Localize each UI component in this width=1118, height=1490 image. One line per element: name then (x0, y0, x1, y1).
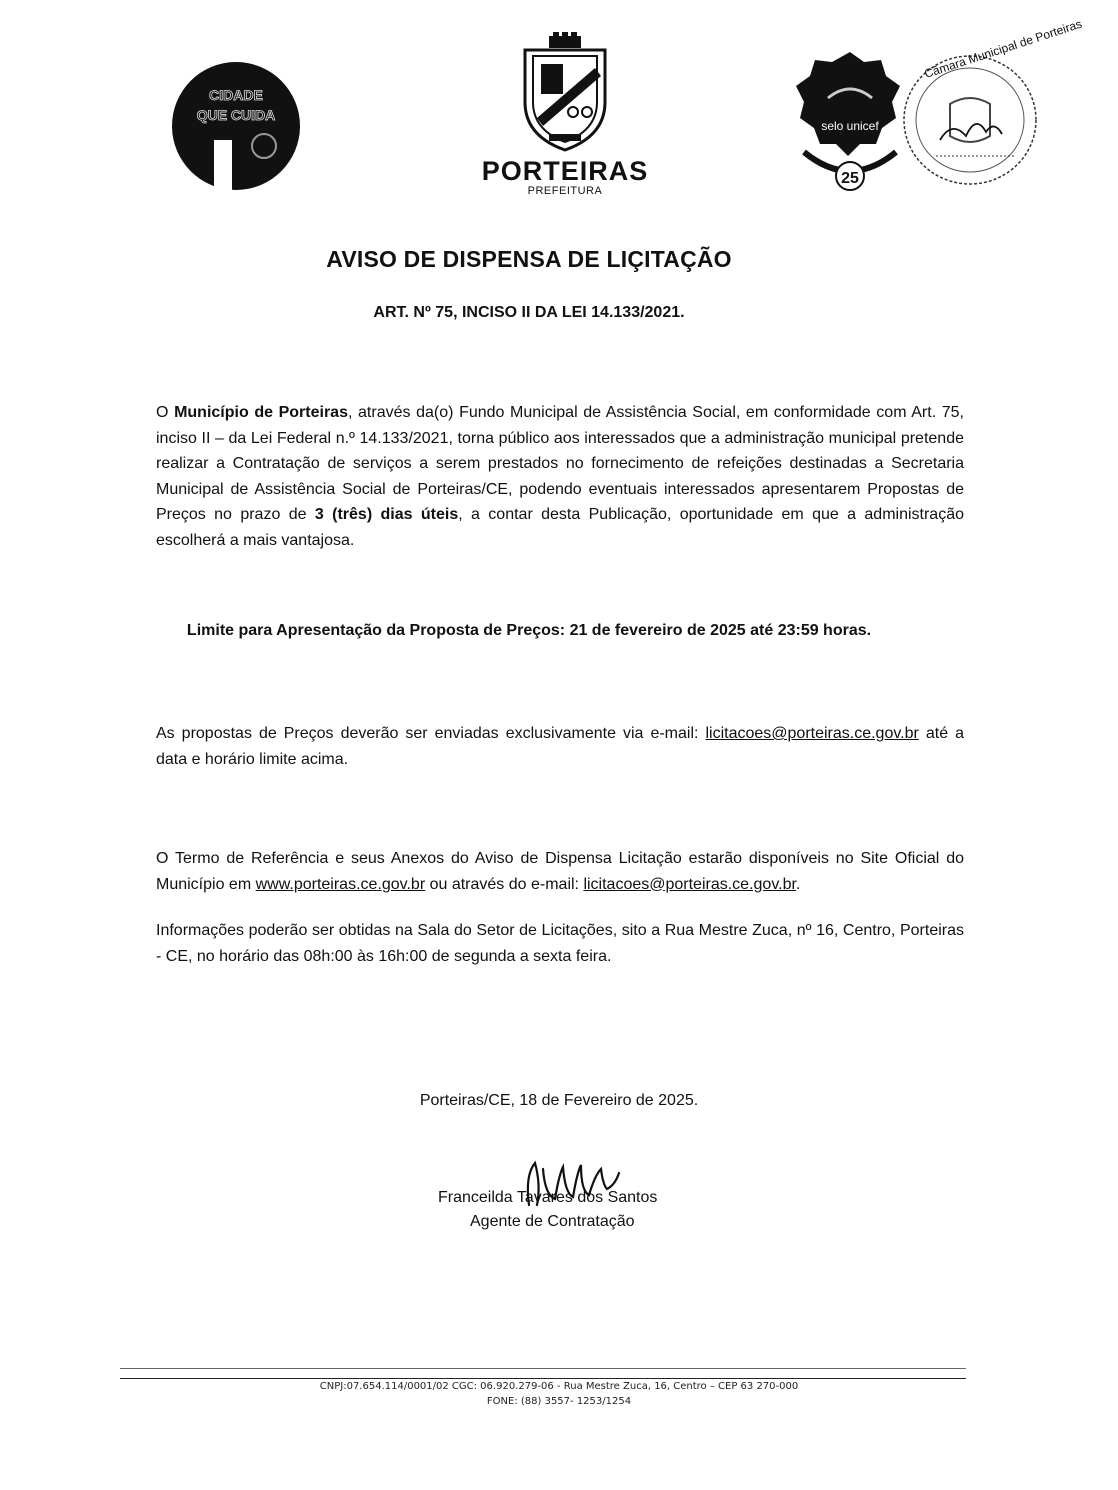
text-segment: ou através do e-mail: (425, 875, 584, 893)
text-segment: , a contar desta Publicação, oportunidade em que a administração escolherá a mais vantajosa. (156, 506, 965, 549)
text-segment: O (156, 404, 175, 421)
date-line: Porteiras/CE, 18 de Fevereiro de 2025. (419, 1092, 699, 1109)
signer-role: Agente de Contratação (470, 1213, 635, 1230)
website-link[interactable]: www.porteiras.ce.gov.br (255, 875, 426, 893)
notice-paragraph (156, 400, 964, 553)
proposal-deadline: Limite para Apresentação da Proposta de Preços: 21 de fevereiro de 2025 até 23:59 horas. (186, 622, 872, 639)
text-segment: As propostas de Preços deverão ser enviadas exclusivamente via e-mail: (156, 725, 706, 742)
text-segment: . (795, 875, 801, 893)
information-paragraph: Informações poderão ser obtidas na Sala do Setor de Licitações, sito a Rua Mestre Zuca, nº 16, Centro, Porteiras - CE, no horário das 08h:00 às 16h:00 de segunda a sexta feira. (156, 922, 964, 965)
documents-paragraph (156, 846, 964, 897)
footer-divider (120, 1378, 966, 1379)
unicef-seal-icon (796, 52, 900, 190)
email-link[interactable]: licitacoes@porteiras.ce.gov.br (583, 875, 796, 893)
svg-text:QUE CUIDA: QUE CUIDA (196, 107, 276, 123)
text-segment: , através da(o) Fundo Municipal de Assistência Social, em conformidade com Art. 75, inciso II – da Lei Federal n.º 14.133/2021, torna público aos interessados que a administração municipal pretende realizar a Contratação de serviços a serem prestados no fornecimento de refeições destinadas a Secretaria Municipal de Assistência Social de Porteiras/CE, podendo eventuais interessados apresentarem Propostas de Preços no prazo de (156, 404, 965, 523)
footer-phone: FONE: (88) 3557- 1253/1254 (486, 1396, 632, 1407)
brand-subtitle: PREFEITURA (527, 185, 603, 197)
municipality-name: Município de Porteiras (174, 404, 348, 421)
unicef-and-chamber-seals (780, 16, 1084, 200)
cidade-que-cuida-logo (170, 60, 302, 192)
document-title: AVISO DE DISPENSA DE LIÇITAÇÃO (326, 246, 732, 272)
text-segment: O Termo de Referência e seus Anexos do Aviso de Dispensa Licitação estarão disponíveis no Site Oficial do Município em (156, 850, 964, 893)
city-crest-icon (515, 32, 615, 154)
svg-text:CIDADE: CIDADE (209, 87, 263, 103)
text-segment: até a data e horário limite acima. (156, 725, 965, 768)
email-link[interactable]: licitacoes@porteiras.ce.gov.br (705, 725, 919, 742)
brand-name: PORTEIRAS (481, 156, 649, 186)
footer-address: CNPJ:07.654.114/0001/02 CGC: 06.920.279-06 - Rua Mestre Zuca, 16, Centro – CEP 63 270-000 (319, 1381, 799, 1392)
legal-reference: ART. Nº 75, INCISO II DA LEI 14.133/2021. (373, 304, 685, 321)
svg-text:Câmara Municipal de Porteiras: Câmara Municipal de Porteiras (922, 16, 1084, 81)
submission-paragraph (156, 721, 964, 772)
svg-text:selo unicef: selo unicef (821, 119, 879, 133)
signer-name: Franceilda Tavares dos Santos (438, 1189, 658, 1206)
porteiras-crest-logo (480, 32, 650, 212)
deadline-days: 3 (três) dias úteis (314, 506, 459, 523)
svg-text:25: 25 (841, 170, 859, 187)
footer-divider (120, 1368, 966, 1369)
chamber-stamp-icon (904, 17, 1084, 184)
